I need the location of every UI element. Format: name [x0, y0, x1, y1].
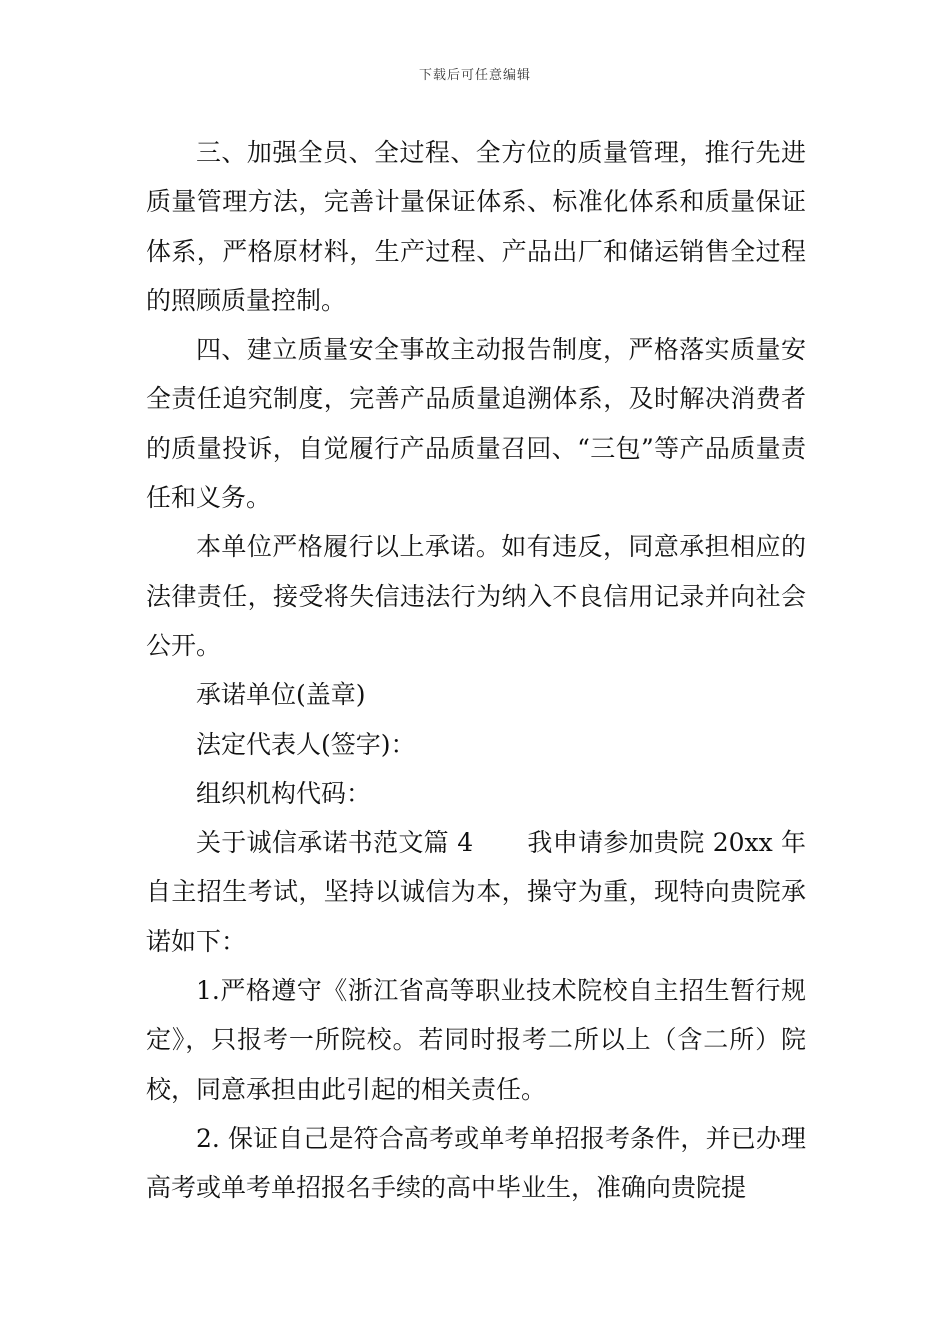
signature-unit-seal: 承诺单位(盖章) [196, 680, 366, 710]
page-header-note: 下载后可任意编辑 [418, 68, 531, 83]
section-intro: 我申请参加贵院 20xx 年自主招生考试，坚持以诚信为本，操守为重，现特向贵院承诺如下： [146, 828, 806, 956]
list-item: 2. 保证自己是符合高考或单考单招报考条件，并已办理高考或单考单招报名手续的高中毕业生，准确向贵院提 [146, 1123, 806, 1203]
paragraph-safety-reporting: 四、建立质量安全事故主动报告制度，严格落实质量安全责任追究制度，完善产品质量追溯体系，及时解决消费者的质量投诉，自觉履行产品质量召回、“三包”等产品质量责任和义务。 [146, 335, 806, 513]
paragraph-quality-management: 三、加强全员、全过程、全方位的质量管理，推行先进质量管理方法，完善计量保证体系、标准化体系和质量保证体系，严格原材料，生产过程、产品出厂和储运销售全过程的照顾质量控制。 [146, 138, 806, 315]
organization-code: 组织机构代码： [196, 778, 372, 808]
paragraph-commitment: 本单位严格履行以上承诺。如有违反，同意承担相应的法律责任，接受将失信违法行为纳入不良信用记录并向社会公开。 [146, 532, 806, 660]
document-body [146, 128, 806, 1213]
signature-legal-rep: 法定代表人(签字)： [196, 729, 416, 759]
section-paragraph [146, 818, 806, 966]
list-item: 1.严格遵守《浙江省高等职业技术院校自主招生暂行规定》，只报考一所院校。若同时报考二所以上（含二所）院校，同意承担由此引起的相关责任。 [146, 976, 806, 1104]
section-title: 关于诚信承诺书范文篇 4 [196, 828, 474, 858]
